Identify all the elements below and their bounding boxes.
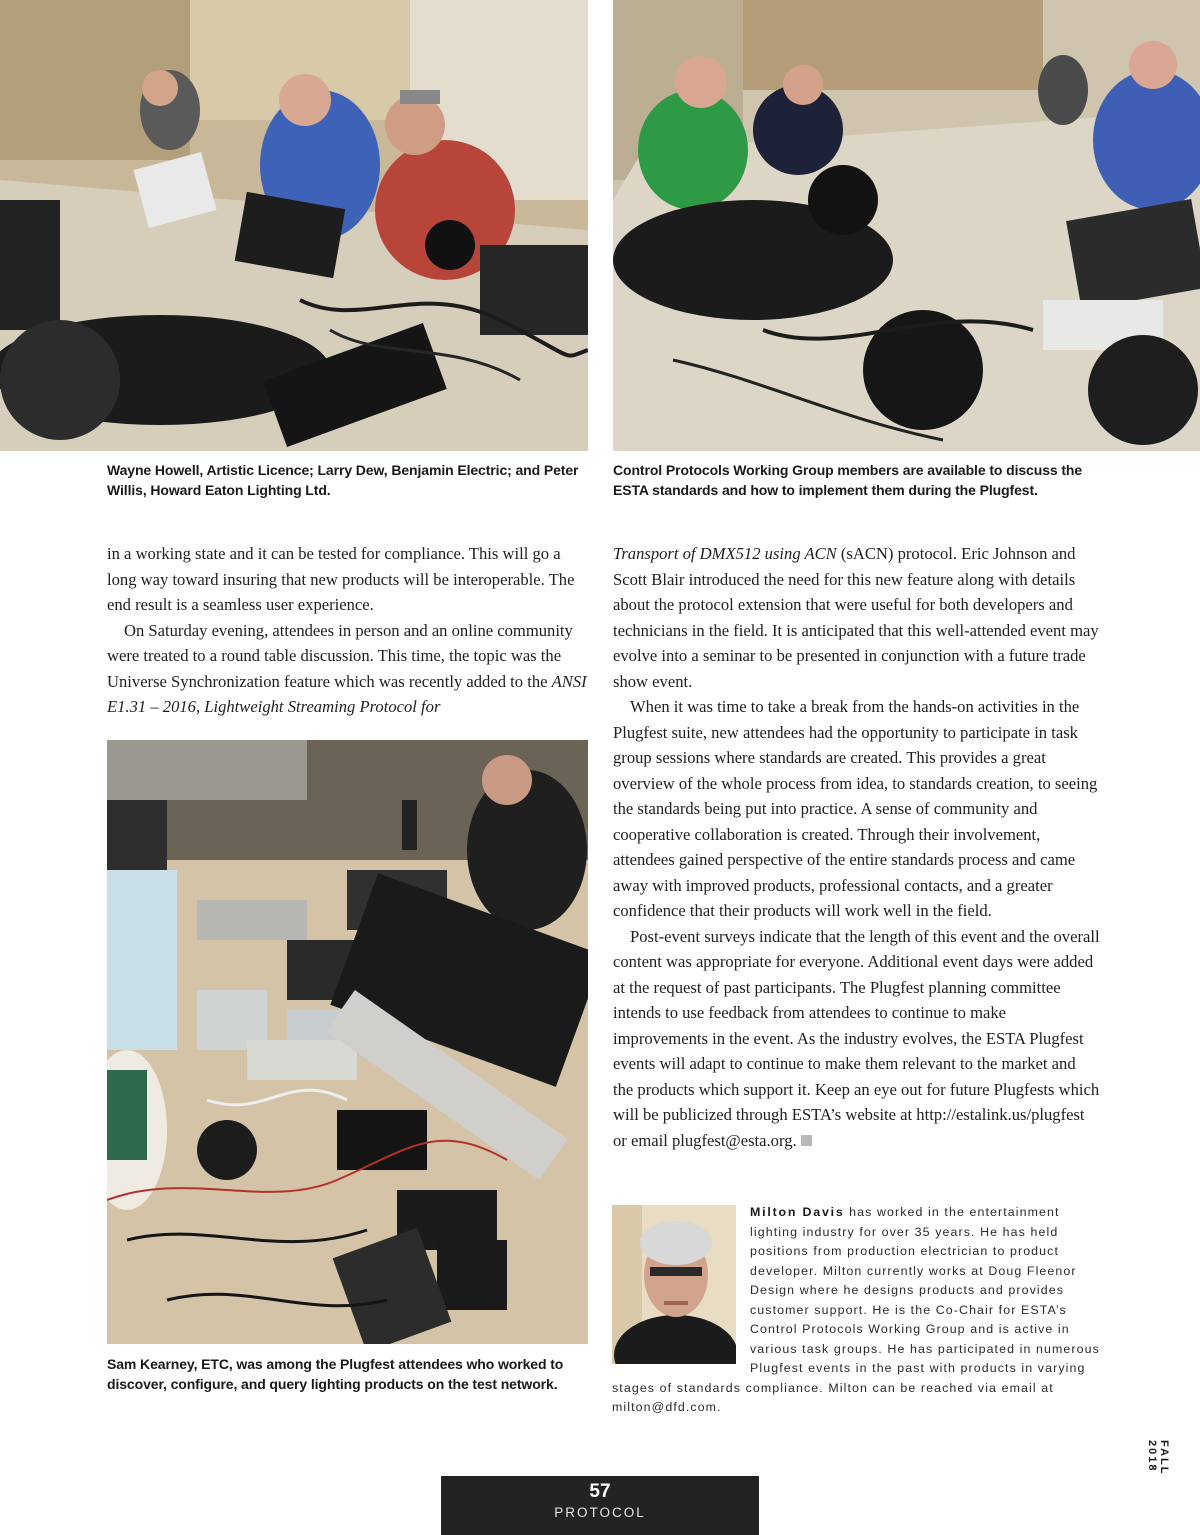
page-footer	[441, 1476, 759, 1535]
paragraph-text: Post-event surveys indicate that the length of this event and the overall content was appropriate for everyone. Additional event days were added at the request of past participants. The Plugfest planning committee intends to use feedback from attendees to continue to make improvements in the event. As the industry evolves, the ESTA Plugfest events will adapt to continue to make them relevant to the market and the products which support it. Keep an eye out for future Plugfests which will be publicized through ESTA’s website at http://estalink.us/plugfest or email plugfest@esta.org.	[613, 926, 1100, 1150]
paragraph-text: (sACN) protocol. Eric Johnson and Scott Blair introduced the need for this new feature along with details about the protocol extension that were useful for both developers and technicians in the field. It is anticipated that this well-attended event may evolve into a seminar to be presented in conjunction with a future trade show event.	[613, 544, 1099, 691]
article-paragraph	[107, 618, 588, 720]
author-bio-text: has worked in the entertainment lighting industry for over 35 years. He has held positions from production electrician to product developer. Milton currently works at Doug Fleenor Design where he designs products and provides customer support. He is the Co-Chair for ESTA’s Control Protocols Working Group and is active in various task groups. He has participated in numerous Plugfest events in the past with products in varying stages of standards compliance. Milton can be reached via email at milton@dfd.com.	[612, 1205, 1100, 1414]
photo-scene	[613, 0, 1200, 451]
paragraph-text: On Saturday evening, attendees in person and an online community were treated to a round table discussion. This time, the topic was the Universe Synchronization feature which was recently added to the	[107, 620, 573, 691]
end-of-article-mark	[801, 1135, 812, 1146]
photo-sam-kearney	[107, 740, 588, 1344]
caption-photo-mid-left: Sam Kearney, ETC, was among the Plugfest attendees who worked to discover, configure, and query lighting products on the test network.	[107, 1356, 564, 1392]
photo-working-group	[613, 0, 1200, 451]
article-paragraph: in a working state and it can be tested for compliance. This will go a long way toward insuring that new products will be interoperable. The end result is a seamless user experience.	[107, 544, 575, 614]
photo-scene	[0, 0, 588, 451]
page-number: 57	[589, 1481, 611, 1502]
photo-howell-dew-willis	[0, 0, 588, 451]
issue-label: FALL 2018	[1146, 1440, 1170, 1476]
article-paragraph	[613, 924, 1100, 1154]
author-name: Milton Davis	[750, 1205, 845, 1219]
caption-photo-top-right: Control Protocols Working Group members are available to discuss the ESTA standards and how to implement them during the Plugfest.	[613, 462, 1083, 498]
article-left-column	[107, 541, 588, 720]
article-paragraph	[613, 541, 1100, 694]
standard-title: ANSI E1.31 – 2016, Lightweight Streaming Protocol for	[107, 671, 587, 716]
portrait-float-spacer	[612, 1203, 750, 1366]
caption-photo-top-left: Wayne Howell, Artistic Licence; Larry Dew, Benjamin Electric; and Peter Willis, Howard Eaton Lighting Ltd.	[107, 462, 579, 498]
article-paragraph: When it was time to take a break from the hands-on activities in the Plugfest suite, new attendees had the opportunity to participate in task group sessions where standards are created. This provides a great overview of the whole process from idea, to standards creation, to seeing the standards being put into practice. A sense of community and cooperative collaboration is created. Through their involvement, attendees gained perspective of the entire standards process and came away with improved products, professional contacts, and a greater confidence that their products will work well in the field.	[613, 697, 1098, 920]
photo-scene	[107, 740, 588, 1344]
author-bio	[612, 1203, 1101, 1418]
article-right-column	[613, 541, 1100, 1153]
standard-title: Transport of DMX512 using ACN	[613, 544, 837, 563]
section-name: PROTOCOL	[554, 1505, 646, 1520]
